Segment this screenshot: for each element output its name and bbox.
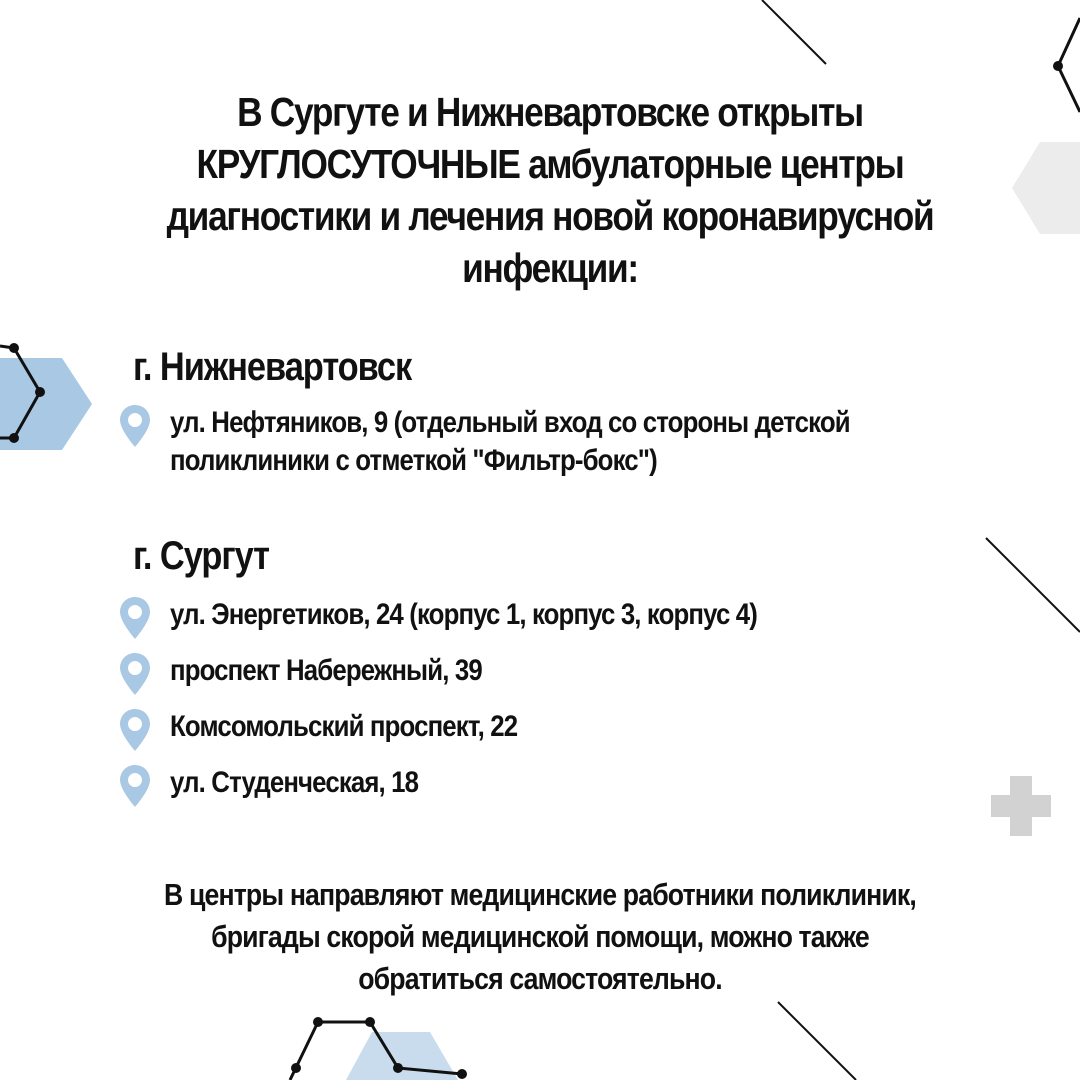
address-text: ул. Энергетиков, 24 (корпус 1, корпус 3, корпус 4) <box>170 598 758 631</box>
address-text: проспект Набережный, 39 <box>170 654 482 687</box>
footer-line: В центры направляют медицинские работники поликлиник, <box>164 877 916 912</box>
diagonal-line <box>778 1002 856 1080</box>
plus-cross-icon <box>991 776 1051 836</box>
footer-note <box>127 874 953 1000</box>
diagonal-line <box>986 538 1080 632</box>
address-text: ул. Студенческая, 18 <box>170 766 419 799</box>
title-line: инфекции: <box>462 245 638 291</box>
title-line: В Сургуте и Нижневартовске открыты <box>237 89 863 135</box>
address-line: поликлиники с отметкой "Фильтр-бокс") <box>170 444 657 477</box>
gray-hexagon <box>1012 142 1080 234</box>
page-title <box>154 86 945 294</box>
city-heading-surgut: г. Сургут <box>133 534 269 578</box>
location-pin-icon <box>118 708 152 752</box>
title-line: КРУГЛОСУТОЧНЫЕ амбулаторные центры <box>196 141 904 187</box>
hexagon-molecule-icon <box>1053 18 1080 112</box>
address-line: ул. Нефтяников, 9 (отдельный вход со стороны детской <box>170 406 850 439</box>
title-line: диагностики и лечения новой коронавирусной <box>166 193 934 239</box>
address-text: Комсомольский проспект, 22 <box>170 710 518 743</box>
location-pin-icon <box>118 764 152 808</box>
city-heading-nizhnevartovsk: г. Нижневартовск <box>133 345 412 389</box>
footer-line: бригады скорой медицинской помощи, можно также <box>211 919 869 954</box>
location-pin-icon <box>118 596 152 640</box>
location-pin-icon <box>118 404 152 448</box>
footer-line: обратиться самостоятельно. <box>358 961 722 996</box>
location-pin-icon <box>118 652 152 696</box>
diagonal-line <box>762 0 826 64</box>
address-text <box>170 404 961 480</box>
